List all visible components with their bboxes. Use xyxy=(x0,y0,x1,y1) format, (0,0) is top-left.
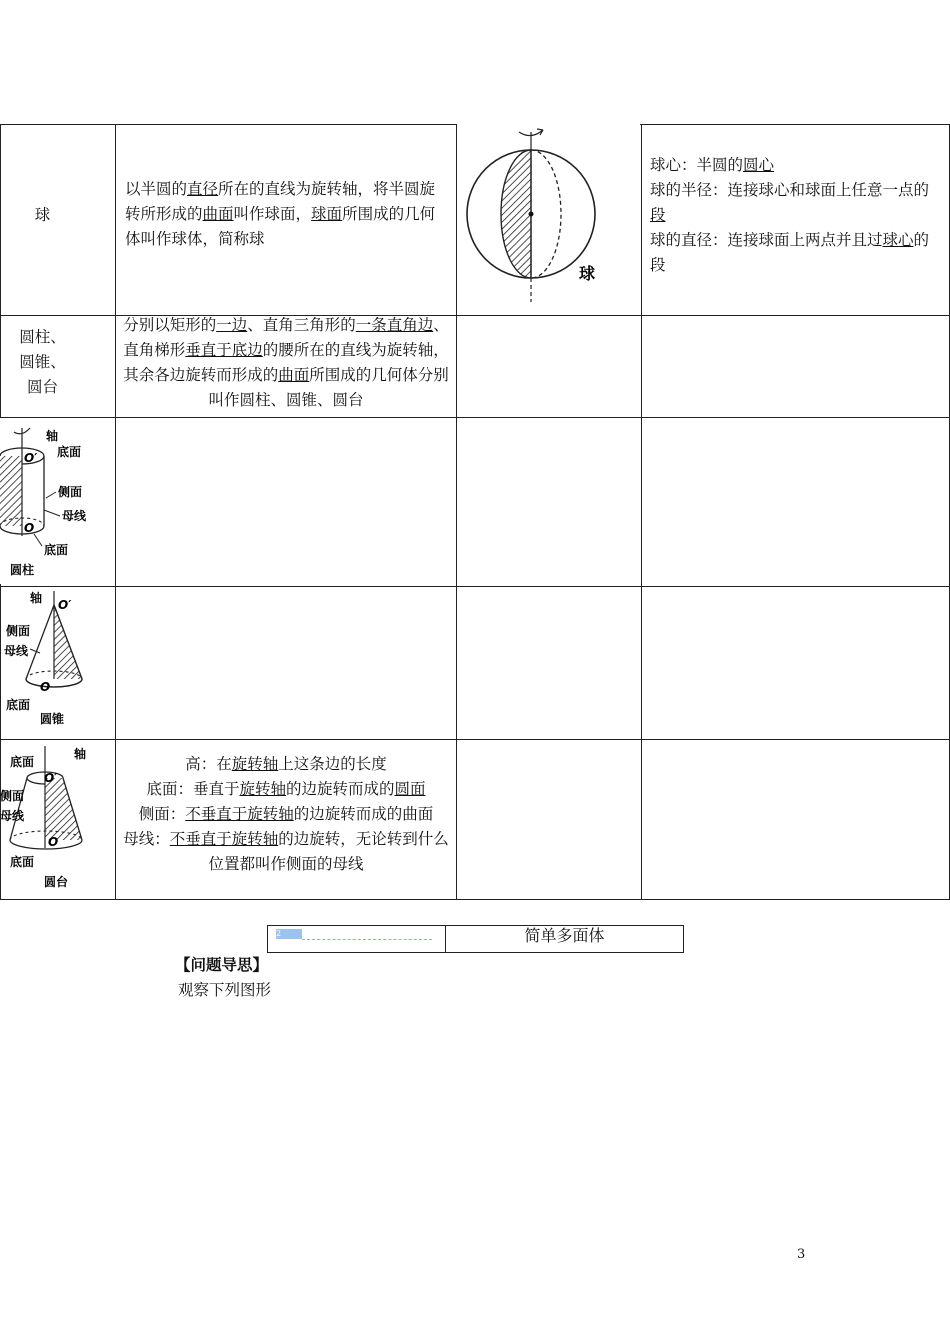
sphere-fig-label: 球 xyxy=(579,264,596,283)
svg-text:圆柱: 圆柱 xyxy=(10,563,35,577)
table-col-line xyxy=(641,124,642,899)
section-header xyxy=(267,925,684,953)
guide-heading: 【问题导思】 xyxy=(175,955,269,974)
svg-text:侧面: 侧面 xyxy=(6,624,31,638)
guide-text: 观察下列图形 xyxy=(178,981,272,999)
rotation-definition: 分别以矩形的一边、直角三角形的一条直角边、直角梯形垂直于底边的腰所在的直线为旋转轴，其余各边旋转而形成的曲面所围成的几何体分别叫作圆柱、圆锥、圆台 xyxy=(123,316,449,409)
svg-text:O′: O′ xyxy=(58,598,72,612)
svg-text:轴: 轴 xyxy=(30,591,43,605)
svg-text:母线: 母线 xyxy=(4,644,29,658)
svg-text:侧面: 侧面 xyxy=(0,789,25,803)
frustum-figure xyxy=(0,740,92,896)
table-row-cone xyxy=(0,586,950,740)
svg-text:母线: 母线 xyxy=(0,809,25,823)
svg-text:圆台: 圆台 xyxy=(44,875,69,889)
sphere-terms: 球心：半圆的圆心 球的半径：连接球心和球面上任意一点的 段 球的直径：连接球面上两点并且过球心的 段 xyxy=(650,156,930,274)
table-row-cylinder xyxy=(0,417,950,587)
section-tag: 2 xyxy=(276,929,302,939)
svg-text:O: O xyxy=(24,521,35,535)
svg-text:底面: 底面 xyxy=(57,445,82,459)
svg-text:底面: 底面 xyxy=(6,698,31,712)
svg-text:轴: 轴 xyxy=(46,429,59,443)
svg-text:轴: 轴 xyxy=(74,747,87,761)
page-number: 3 xyxy=(797,1247,806,1262)
svg-text:底面: 底面 xyxy=(44,543,69,557)
svg-text:侧面: 侧面 xyxy=(58,485,83,499)
cylinder-figure xyxy=(0,418,92,584)
svg-text:O: O xyxy=(40,680,51,694)
frustum-terms: 高：在旋转轴上这条边的长度 底面：垂直于旋转轴的边旋转而成的圆面 侧面：不垂直于旋转轴的边旋转而成的曲面 母线：不垂直于旋转轴的边旋转，无论转到什么位置都叫作侧面的母线 xyxy=(123,755,449,873)
table-col-line xyxy=(115,124,116,899)
svg-text:底面: 底面 xyxy=(10,855,35,869)
sphere-name: 球 xyxy=(34,206,51,224)
svg-text:底面: 底面 xyxy=(10,755,35,769)
section-title: 简单多面体 xyxy=(524,926,605,945)
svg-text:O: O xyxy=(48,835,59,849)
rotation-solid-names: 圆柱、 圆锥、 圆台 xyxy=(19,328,66,396)
svg-text:O′: O′ xyxy=(44,771,58,785)
svg-text:母线: 母线 xyxy=(62,509,87,523)
svg-text:圆锥: 圆锥 xyxy=(40,712,65,726)
sphere-definition: 以半圆的直径所在的直线为旋转轴，将半圆旋转所形成的曲面叫作球面，球面所围成的几何体叫作球体，简称球 xyxy=(125,180,436,248)
sphere-figure xyxy=(457,118,640,314)
cone-figure xyxy=(0,587,92,737)
svg-text:O′: O′ xyxy=(24,451,38,465)
section-arrow xyxy=(302,939,432,940)
